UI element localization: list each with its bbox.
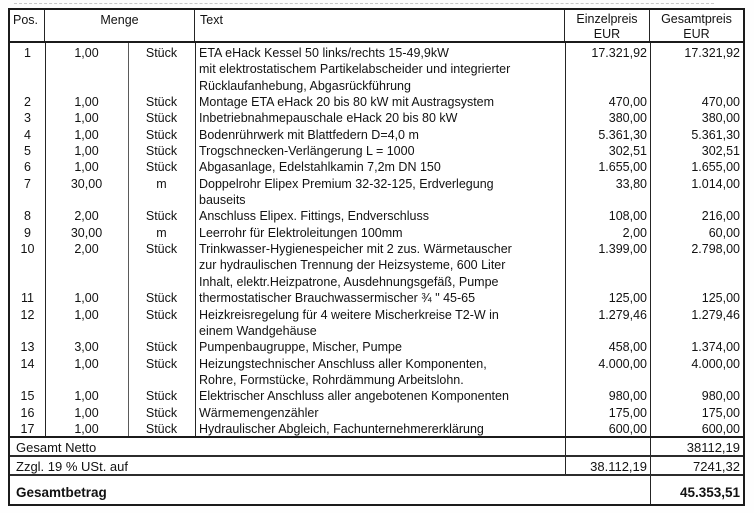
- table-row: [10, 127, 743, 143]
- item-total-price: 216,00: [701, 209, 740, 224]
- table-row: [10, 241, 743, 290]
- column-header-text: [195, 10, 565, 41]
- item-unit: Stück: [145, 405, 178, 420]
- table-row: [10, 339, 743, 355]
- item-unit: Stück: [145, 95, 178, 110]
- item-description: Wärmemengenzähler: [199, 405, 319, 420]
- item-quantity: 1,00: [74, 95, 99, 110]
- item-total-price: 380,00: [701, 111, 740, 126]
- scan-artifact-line: [14, 3, 714, 4]
- gesamtpreis-column-divider: [650, 438, 651, 455]
- item-unit-price: 17.321,92: [591, 46, 647, 60]
- item-pos: 10: [20, 242, 35, 257]
- item-total-price: 4.000,00: [691, 356, 740, 371]
- item-unit: Stück: [145, 340, 178, 355]
- gesamtpreis-column-divider: [650, 476, 651, 504]
- vat-amount-value: 7241,32: [693, 459, 740, 474]
- item-description: Anschluss Elipex. Fittings, Endverschluss: [199, 209, 429, 224]
- grand-total-value: 45.353,51: [679, 485, 740, 500]
- item-pos: 17: [20, 421, 35, 436]
- item-total-price: 600,00: [701, 421, 740, 436]
- item-quantity: 1,00: [74, 389, 99, 404]
- item-total-price: 125,00: [701, 291, 740, 306]
- item-unit: Stück: [145, 160, 178, 175]
- item-description: Trogschnecken-Verlängerung L = 1000: [199, 144, 415, 159]
- table-row: [10, 176, 743, 209]
- item-quantity: 30,00: [70, 225, 103, 240]
- item-quantity: 1,00: [74, 421, 99, 436]
- item-unit-price: 175,00: [608, 405, 647, 420]
- table-row: [10, 159, 743, 175]
- item-description: Montage ETA eHack 20 bis 80 kW mit Austragsystem: [199, 95, 495, 110]
- item-pos: 3: [24, 111, 31, 126]
- item-total-price: 302,51: [701, 144, 740, 159]
- item-pos: 15: [20, 389, 35, 404]
- item-pos: 2: [24, 95, 31, 110]
- gesamtpreis-column-divider: [650, 457, 651, 474]
- item-unit-price: 1.279,46: [598, 307, 647, 322]
- item-pos: 5: [24, 144, 31, 159]
- vat-base-value: 38.112,19: [590, 459, 647, 474]
- item-unit: m: [156, 225, 167, 240]
- item-description: Abgasanlage, Edelstahlkamin 7,2m DN 150: [199, 160, 441, 175]
- item-description: Bodenrührwerk mit Blattfedern D=4,0 m: [199, 127, 419, 142]
- item-description: ETA eHack Kessel 50 links/rechts 15-49,9kW mit elektrostatischem Partikelabscheider und integrierter Rücklaufanhebung, Abgasrückführung: [199, 46, 511, 93]
- table-row: [10, 388, 743, 404]
- table-row: [10, 307, 743, 340]
- item-quantity: 1,00: [74, 46, 99, 60]
- item-unit-price: 380,00: [608, 111, 647, 126]
- item-pos: 12: [20, 307, 35, 322]
- einzelpreis-column-divider: [565, 438, 566, 455]
- invoice-items-table: [8, 8, 745, 506]
- item-unit-price: 1.399,00: [598, 242, 647, 257]
- item-unit-price: 980,00: [608, 389, 647, 404]
- item-total-price: 1.374,00: [691, 340, 740, 355]
- item-unit: Stück: [145, 209, 178, 224]
- item-unit-price: 1.655,00: [598, 160, 647, 175]
- item-unit-price: 5.361,30: [598, 127, 647, 142]
- item-quantity: 30,00: [70, 176, 103, 191]
- item-quantity: 1,00: [74, 405, 99, 420]
- item-unit-price: 33,80: [615, 176, 647, 191]
- item-unit-price: 108,00: [608, 209, 647, 224]
- item-description: Heizungstechnischer Anschluss aller Komponenten, Rohre, Formstücke, Rohrdämmung Arbeitslohn.: [199, 356, 487, 387]
- item-quantity: 1,00: [74, 307, 99, 322]
- table-row: [10, 290, 743, 306]
- item-unit: m: [156, 176, 167, 191]
- item-unit: Stück: [145, 421, 178, 436]
- table-row: [10, 405, 743, 421]
- item-quantity: 2,00: [74, 242, 99, 257]
- item-pos: 1: [24, 46, 31, 60]
- table-row: [10, 208, 743, 224]
- item-unit: Stück: [145, 111, 178, 126]
- menge-header-label: Menge: [100, 13, 139, 27]
- table-row: [10, 356, 743, 389]
- item-unit-price: 2,00: [622, 225, 647, 240]
- net-total-row: [10, 436, 743, 455]
- item-quantity: 2,00: [74, 209, 99, 224]
- item-description: Hydraulischer Abgleich, Fachunternehmererklärung: [199, 421, 484, 436]
- einzelpreis-header-label: Einzelpreis: [576, 12, 638, 26]
- table-row: [10, 45, 743, 94]
- grand-total-label: Gesamtbetrag: [16, 485, 107, 500]
- item-total-price: 980,00: [701, 389, 740, 404]
- item-total-price: 1.014,00: [691, 176, 740, 191]
- item-quantity: 1,00: [74, 160, 99, 175]
- table-row: [10, 143, 743, 159]
- item-unit: Stück: [145, 389, 178, 404]
- gesamtpreis-currency-label: EUR: [683, 27, 710, 41]
- table-row: [10, 94, 743, 110]
- item-total-price: 1.655,00: [691, 160, 740, 175]
- net-total-value: 38112,19: [686, 440, 740, 455]
- item-description: thermostatischer Brauchwassermischer ¾ " 45-65: [199, 291, 476, 306]
- item-total-price: 5.361,30: [691, 127, 740, 142]
- item-unit-price: 600,00: [608, 421, 647, 436]
- column-header-pos: [10, 10, 45, 41]
- item-description: Leerrohr für Elektroleitungen 100mm: [199, 225, 403, 240]
- item-unit: Stück: [145, 356, 178, 371]
- einzelpreis-currency-label: EUR: [593, 27, 621, 41]
- item-total-price: 175,00: [701, 405, 740, 420]
- item-unit-price: 470,00: [608, 95, 647, 110]
- item-quantity: 1,00: [74, 127, 99, 142]
- item-unit: Stück: [145, 291, 178, 306]
- item-unit: Stück: [145, 242, 178, 257]
- item-pos: 16: [20, 405, 35, 420]
- item-unit-price: 125,00: [608, 291, 647, 306]
- vat-label: Zzgl. 19 % USt. auf: [16, 459, 128, 474]
- item-pos: 14: [20, 356, 35, 371]
- column-header-einzelpreis: [565, 10, 650, 41]
- table-header-row: [10, 10, 743, 43]
- item-pos: 6: [24, 160, 31, 175]
- item-quantity: 1,00: [74, 144, 99, 159]
- item-description: Heizkreisregelung für 4 weitere Mischerkreise T2-W in einem Wandgehäuse: [199, 307, 499, 338]
- item-quantity: 1,00: [74, 356, 99, 371]
- gesamtpreis-header-label: Gesamtpreis: [661, 12, 732, 26]
- item-total-price: 1.279,46: [691, 307, 740, 322]
- item-total-price: 470,00: [701, 95, 740, 110]
- item-description: Elektrischer Anschluss aller angebotenen Komponenten: [199, 389, 509, 404]
- item-description: Pumpenbaugruppe, Mischer, Pumpe: [199, 340, 402, 355]
- item-description: Inbetriebnahmepauschale eHack 20 bis 80 kW: [199, 111, 458, 126]
- item-pos: 9: [24, 225, 31, 240]
- item-unit-price: 302,51: [608, 144, 647, 159]
- table-row: [10, 110, 743, 126]
- item-pos: 4: [24, 127, 31, 142]
- item-unit: Stück: [145, 307, 178, 322]
- item-unit-price: 4.000,00: [598, 356, 647, 371]
- item-quantity: 3,00: [74, 340, 99, 355]
- column-header-gesamtpreis: [650, 10, 743, 41]
- grand-total-row: [10, 474, 743, 504]
- item-description: Doppelrohr Elipex Premium 32-32-125, Erdverlegung bauseits: [199, 176, 494, 208]
- item-quantity: 1,00: [74, 111, 99, 126]
- net-total-label: Gesamt Netto: [16, 440, 97, 455]
- item-pos: 11: [21, 291, 34, 306]
- item-total-price: 2.798,00: [691, 242, 740, 257]
- vat-row: [10, 455, 743, 474]
- item-unit-price: 458,00: [608, 340, 647, 355]
- column-header-menge: [45, 10, 195, 41]
- text-header-label: Text: [200, 13, 223, 27]
- item-unit: Stück: [145, 127, 178, 142]
- item-pos: 8: [24, 209, 31, 224]
- item-pos: 7: [24, 176, 31, 191]
- table-row: [10, 421, 743, 436]
- item-unit: Stück: [145, 144, 178, 159]
- table-row: [10, 225, 743, 241]
- items-body: [10, 43, 743, 436]
- pos-header-label: Pos.: [13, 13, 39, 27]
- item-total-price: 60,00: [708, 225, 740, 240]
- item-quantity: 1,00: [74, 291, 99, 306]
- item-unit: Stück: [145, 46, 178, 60]
- item-total-price: 17.321,92: [684, 46, 740, 60]
- item-pos: 13: [20, 340, 35, 355]
- item-description: Trinkwasser-Hygienespeicher mit 2 zus. Wärmetauscher zur hydraulischen Trennung der Heizsysteme, 600 Liter Inhalt, elektr.Heizpatrone, Ausdehnungsgefäß, Pumpe: [199, 242, 512, 289]
